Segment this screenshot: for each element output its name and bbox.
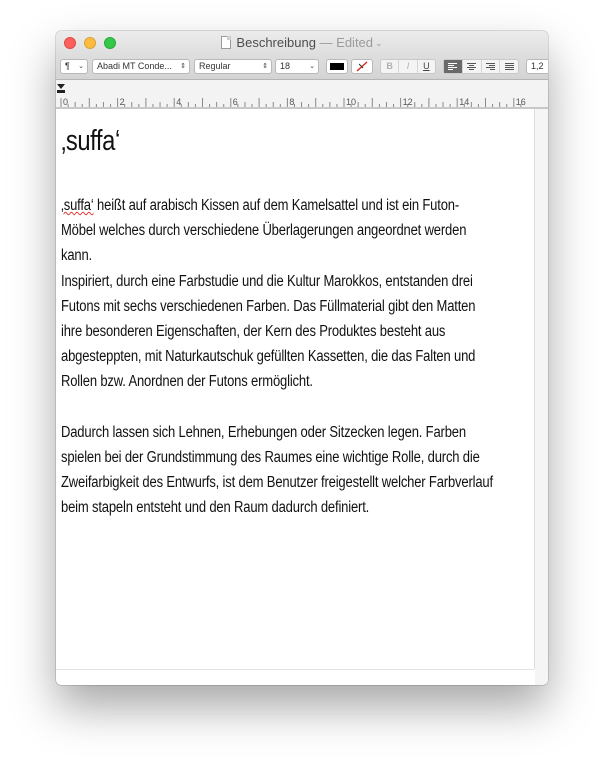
- font-style-value: Regular: [199, 61, 231, 71]
- background-color-well[interactable]: [351, 59, 373, 74]
- align-center-icon: [467, 63, 476, 70]
- alignment-buttons: [443, 59, 519, 74]
- window-title: Beschreibung: [236, 35, 316, 50]
- no-color-slash-icon: [352, 60, 372, 73]
- paragraph-line: [61, 395, 456, 420]
- window-title-area[interactable]: [56, 35, 548, 51]
- format-bar: [56, 55, 548, 80]
- ruler-label: 4: [176, 97, 182, 107]
- ruler-label: 12: [402, 97, 413, 107]
- title-bar[interactable]: [56, 31, 548, 55]
- indent-marker-icon[interactable]: [57, 84, 65, 93]
- ruler-label: 10: [346, 97, 357, 107]
- ruler-label: 14: [459, 97, 470, 107]
- line-spacing-value: 1,2: [531, 61, 544, 71]
- ruler[interactable]: [56, 80, 548, 109]
- text-color-well[interactable]: [326, 59, 348, 74]
- align-left-icon: [448, 63, 457, 70]
- document-body: [61, 193, 531, 520]
- align-right-icon: [486, 63, 495, 70]
- paragraph-line: kann.: [61, 247, 93, 265]
- text-color-swatch: [330, 63, 344, 70]
- align-justify-button[interactable]: [500, 60, 518, 73]
- vertical-scroll-gutter[interactable]: [535, 109, 548, 685]
- font-size-value: 18: [280, 61, 291, 71]
- paragraph-line: Inspiriert, durch eine Farbstudie und die Kultur Marokkos, entstanden drei: [61, 272, 473, 290]
- paragraph-line: Futons mit sechs verschiedenen Farben. Das Füllmaterial gibt den Matten: [61, 297, 476, 315]
- chevron-down-icon: ⌄: [309, 63, 315, 70]
- paragraph-line: [61, 193, 460, 218]
- paragraph-line: abgesteppten, mit Naturkautschuk gefüllten Kassetten, die das Falten und: [61, 348, 476, 366]
- title-chevron-icon[interactable]: ⌄: [375, 38, 383, 48]
- align-left-button[interactable]: [444, 60, 463, 73]
- align-justify-icon: [505, 63, 514, 70]
- line-spacing-popup[interactable]: [526, 59, 548, 74]
- paragraph-line: Rollen bzw. Anordnen der Futons ermöglicht.: [61, 373, 313, 391]
- align-right-button[interactable]: [482, 60, 501, 73]
- ruler-label: 6: [232, 97, 238, 107]
- textedit-window: [56, 31, 548, 685]
- ruler-label: 2: [119, 97, 125, 107]
- underline-button[interactable]: U: [423, 61, 430, 71]
- paragraph-line: Dadurch lassen sich Lehnen, Erhebungen oder Sitzecken legen. Farben: [61, 423, 466, 441]
- chevron-down-icon: ⌄: [78, 63, 84, 70]
- font-family-popup[interactable]: [92, 59, 190, 74]
- document-content[interactable]: [61, 123, 531, 520]
- italic-button[interactable]: I: [399, 60, 417, 73]
- ruler-label: 0: [63, 97, 69, 107]
- misspelled-word[interactable]: ‚suffa‘: [61, 197, 94, 214]
- font-style-popup[interactable]: [194, 59, 272, 74]
- document-heading: ‚suffa‘: [61, 125, 120, 157]
- text-style-buttons: [380, 59, 436, 74]
- ruler-scale: [56, 80, 548, 108]
- up-down-arrows-icon: ⇕: [262, 63, 268, 70]
- paragraph-icon: ¶: [65, 61, 70, 71]
- ruler-label: 16: [515, 97, 526, 107]
- line-text: heißt auf arabisch Kissen auf dem Kamelsattel und ist ein Futon-: [93, 197, 460, 214]
- page-bottom-edge: [56, 669, 534, 670]
- edited-status: — Edited: [319, 35, 374, 50]
- paragraph-styles-popup[interactable]: [60, 59, 88, 74]
- align-center-button[interactable]: [463, 60, 482, 73]
- bold-button[interactable]: B: [381, 60, 399, 73]
- document-icon[interactable]: [221, 36, 231, 49]
- paragraph-line: ihre besonderen Eigenschaften, der Kern des Produktes besteht aus: [61, 322, 446, 340]
- paragraph-line: beim stapeln entsteht und den Raum dadurch definiert.: [61, 499, 370, 517]
- ruler-label: 8: [289, 97, 295, 107]
- paragraph-line: spielen bei der Grundstimmung des Raumes eine wichtige Rolle, durch die: [61, 448, 480, 466]
- font-size-combo[interactable]: [275, 59, 319, 74]
- up-down-arrows-icon: ⇕: [180, 63, 186, 70]
- font-family-value: Abadi MT Conde...: [97, 61, 172, 71]
- paragraph-line: Zweifarbigkeit des Entwurfs, ist dem Benutzer freigestellt welcher Farbverlauf: [61, 474, 493, 492]
- paragraph-line: Möbel welches durch verschiedene Überlagerungen angeordnet werden: [61, 222, 467, 240]
